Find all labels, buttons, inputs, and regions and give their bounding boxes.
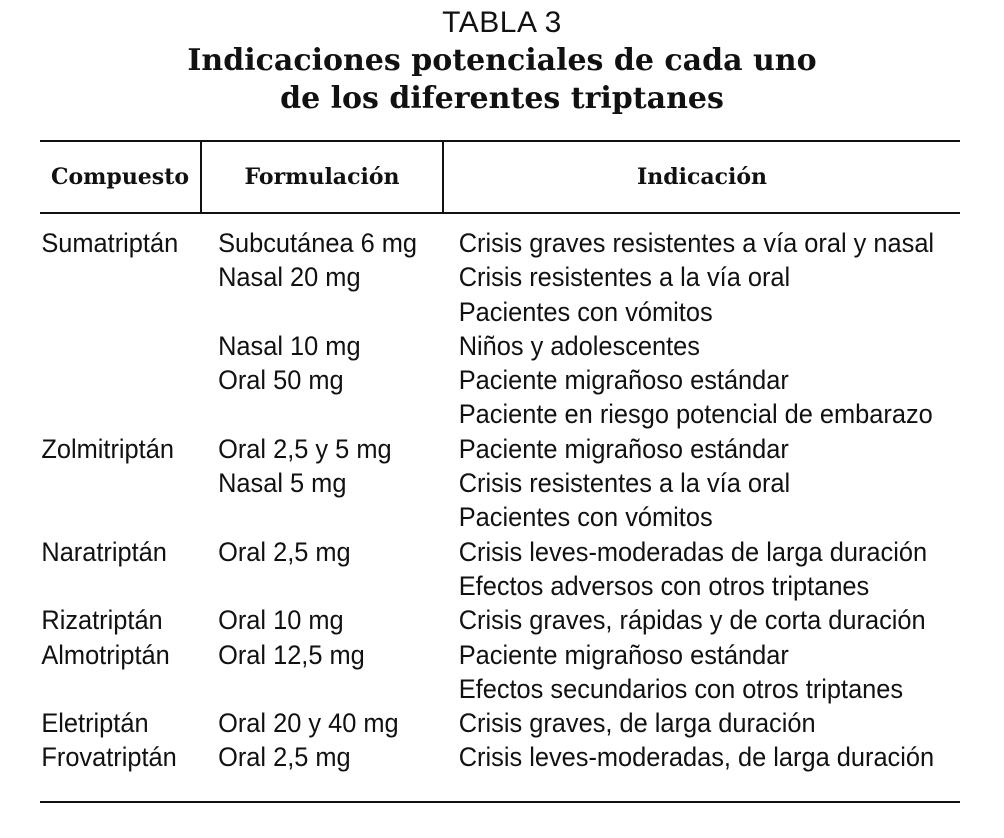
compound-cell: Rizatriptán: [41, 605, 163, 636]
indication-cell: Paciente migrañoso estándar: [458, 433, 789, 464]
header-compuesto: Compuesto: [50, 164, 190, 190]
table-row: [0, 329, 944, 363]
indication-cell: Pacientes con vómitos: [458, 296, 713, 327]
indication-cell: Paciente migrañoso estándar: [458, 639, 789, 670]
indication-cell: Crisis graves, rápidas y de corta duración: [458, 605, 926, 636]
formulation-cell: Oral 10 mg: [218, 605, 344, 636]
compound-cell: Zolmitriptán: [41, 433, 174, 464]
table-row: [0, 226, 944, 260]
table-row: [0, 672, 944, 706]
table-row: [0, 466, 944, 500]
compound-cell: Naratriptán: [41, 536, 167, 567]
indication-cell: Crisis graves resistentes a vía oral y nasal: [458, 228, 935, 258]
indication-cell: Crisis leves-moderadas, de larga duración: [458, 742, 935, 773]
table-row: [0, 638, 944, 672]
indication-cell: Crisis leves-moderadas de larga duración: [458, 536, 928, 567]
formulation-cell: Subcutánea 6 mg: [218, 228, 418, 258]
formulation-cell: Oral 12,5 mg: [218, 639, 365, 670]
formulation-cell: Nasal 20 mg: [218, 262, 361, 293]
indication-cell: Efectos adversos con otros triptanes: [458, 570, 870, 601]
formulation-cell: Nasal 10 mg: [218, 330, 361, 361]
compound-cell: Sumatriptán: [41, 228, 179, 258]
indication-cell: Crisis resistentes a la vía oral: [458, 262, 791, 293]
table-row: [0, 295, 944, 329]
formulation-cell: Oral 2,5 mg: [218, 742, 351, 773]
table-row: [0, 569, 944, 603]
compound-cell: Frovatriptán: [41, 742, 177, 773]
compound-cell: Almotriptán: [41, 639, 170, 670]
indication-cell: Crisis resistentes a la vía oral: [458, 468, 791, 499]
bottom-rule: [40, 801, 960, 803]
table-row: [0, 500, 944, 534]
header-formulacion: Formulación: [244, 164, 400, 190]
table-title-line-1: Indicaciones potenciales de cada uno: [187, 43, 817, 78]
indication-cell: Pacientes con vómitos: [458, 502, 713, 533]
header-indicacion: Indicación: [636, 164, 768, 190]
formulation-cell: Oral 50 mg: [218, 365, 344, 396]
formulation-cell: Nasal 5 mg: [218, 468, 347, 499]
table-row: [0, 397, 944, 431]
indication-cell: Paciente migrañoso estándar: [458, 365, 789, 396]
table-title: [0, 42, 1004, 118]
table-row: [0, 706, 944, 740]
table-label: TABLA 3: [442, 6, 562, 39]
formulation-cell: Oral 2,5 y 5 mg: [218, 433, 392, 464]
table-row: [0, 535, 944, 569]
indication-cell: Niños y adolescentes: [458, 330, 700, 361]
table-row: [0, 432, 944, 466]
header-rule: [40, 212, 960, 214]
indication-cell: Crisis graves, de larga duración: [458, 708, 816, 739]
indication-cell: Paciente en riesgo potencial de embarazo: [458, 399, 933, 430]
table-row: [0, 740, 944, 774]
formulation-cell: Oral 20 y 40 mg: [218, 708, 399, 739]
table-row: [0, 603, 944, 637]
formulation-cell: Oral 2,5 mg: [218, 536, 351, 567]
table-row: [0, 363, 944, 397]
compound-cell: Eletriptán: [41, 708, 149, 739]
table-body: [0, 226, 1004, 775]
table-title-line-2: de los diferentes triptanes: [280, 81, 724, 116]
table-row: [0, 260, 944, 294]
indication-cell: Efectos secundarios con otros triptanes: [458, 673, 904, 704]
